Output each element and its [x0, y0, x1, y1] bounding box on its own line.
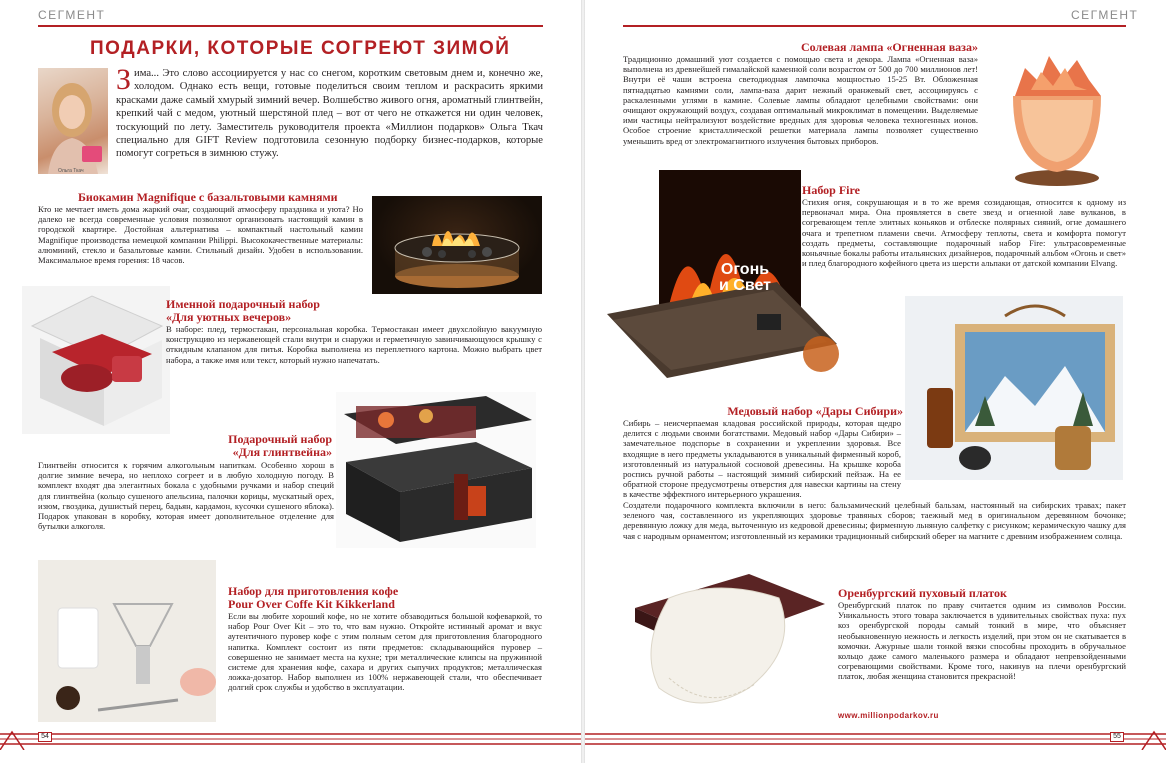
- header-rule-right: [623, 25, 1126, 27]
- named-set-title-2: «Для уютных вечеров»: [166, 310, 292, 324]
- shawl-illustration: [629, 568, 829, 720]
- coffee-text: Если вы любите хороший кофе, но не хотите обзаводиться большой кофеваркой, то набор Pour Over Kit – это то, что вам нужно. Откройте истинный аромат и вкус аутентичного пуровер кофе с этим полным сетом для приготовления благородного напитка. Комплект состоит из пяти предметов: складывающийся пуровер – совершенно не занимает места на кухне; три металлические клипсы на пружинной системе для хранения кофе, сахара и других сыпучих продуктов; металлическая ложка-дозатор. Набор выполнен из 100% нержавеющей стали, что обеспечивает долгий срок службы и удобство в эксплуатации.: [228, 611, 542, 693]
- salt-lamp-title: Солевая лампа «Огненная ваза»: [800, 40, 978, 54]
- coffee-title-1: Набор для приготовления кофе: [228, 584, 399, 598]
- gift-box-red-illustration: [22, 286, 170, 434]
- gluhwein-title-1: Подарочный набор: [228, 432, 332, 446]
- named-set-title-1: Именной подарочный набор: [166, 297, 320, 311]
- fire-book-title-2: и Свет: [719, 277, 771, 294]
- honey-set-title: Медовый набор «Дары Сибири»: [727, 404, 903, 418]
- biokamin-text: Кто не мечтает иметь дома жаркий очаг, создающий атмосферу праздника и уюта? Но далеко не всегда современные условия позволяют организовать настоящий камин в городской квартире. Достойная альтернатива – компактный настольный камин Magnifique производства немецкой компании Philippi. Высококачественные материалы: алюминий, стекло и базальтовые камни. Стильный дизайн. Удобен в использовании. Максимальное время горения: 18 часов.: [38, 204, 363, 266]
- coffee-kit-photo: [38, 560, 216, 722]
- salt-lamp-illustration: [991, 38, 1123, 190]
- portrait-illustration: [38, 68, 108, 174]
- pour-over-illustration: [38, 560, 216, 722]
- gluhwein-title-2: «Для глинтвейна»: [232, 445, 332, 459]
- named-set-photo: [22, 286, 170, 434]
- header-rule-left: [38, 25, 543, 27]
- fire-book-title-1: Огонь: [720, 261, 770, 278]
- fire-set-text: Стихия огня, сокрушающая и в то же время созидающая, относится к одному из первоначал мира. Она проявляется в свете звезд и огненной лаве вулканов, в согревающем тепле элитных коньяков и отблеске полярных сияний, огне домашнего очага и трепетном пламени свечи. Атмосферу теплоты, света и комфорта помогут создать предметы, составляющие подарочный набор Fire: ультрасовременные коньячные бокалы работы итальянских дизайнеров, подарочный альбом «Огонь и свет» и плед благородного кофейного цвета из шерсти альпаки от датской компании Elvang.: [802, 197, 1126, 269]
- coffee-title-2: Pour Over Coffe Kit Kikkerland: [228, 597, 395, 611]
- fire-book-cover-text: [695, 262, 795, 294]
- fireplace-illustration: [372, 196, 542, 294]
- honey-set-text: Сибирь – неисчерпаемая кладовая российской природы, которая щедро делится с людьми своими богатствами. Медовый набор «Дары Сибири» – замечательное подспорье в сохранении и укреплении здоровья. Все входящие в него предметы укладываются в уникальный фирменный короб, изготовленный из натуральной сосновой древесины. На крышке короба роспись ручной работы – настоящий зимний сибирский пейзаж. На ее обратной стороне предусмотрены отверстия для навески картины на стену в качестве эффектного интерьерного украшения.: [623, 418, 901, 500]
- portrait-caption: Ольга Ткач: [58, 168, 84, 174]
- section-label-right: СЕГМЕНТ: [1071, 8, 1139, 22]
- website-link[interactable]: www.millionpodarkov.ru: [838, 711, 939, 720]
- shawl-text: Оренбургский платок по праву считается одним из символов России. Уникальность этого товара заключается в удивительных свойствах пуха: пух коз оренбургской породы самый тонкий в мире, что объясняет необыкновенную нежность и легкость изделий, при этом он не скатывается в комочки. Ажурные шали тонкой вязки способны проходить в обручальное кольцо даже самого маленького размера и обладают непревзойденными согревающими свойствами. Кроме того, накинув на плечи оренбургский платок, любая женщина становится прекрасной!: [838, 600, 1126, 682]
- honey-set-photo: [905, 296, 1123, 480]
- page-number-left: 54: [38, 732, 52, 742]
- salt-lamp-text: Традиционно домашний уют создается с помощью света и декора. Лампа «Огненная ваза» выполнена из древнейшей гималайской каменной соли возрастом от 500 до 700 миллионов лет! Внутри её чаши встроена светодиодная лампочка мощностью 15-25 Вт. Обложенная пятнадцатью камнями соли, лампа-ваза дарит нежный оранжевый свет, ассоциируясь с раскаленными углями в камине. Солевые лампы обладают целебными свойствами: они очищают окружающий воздух, создавая оптимальный микроклимат в помещении. Выделяемые ими частицы нейтрализуют воздействие вредных для здоровья человека техногенных ионов. Особое строение кристаллической решетки материала лампы позволяет существенно уменьшить вред от электромагнитного излучения бытовых приборов.: [623, 54, 978, 146]
- intro-paragraph: [116, 63, 543, 161]
- right-page: [583, 0, 1166, 763]
- fire-set-title: Набор Fire: [802, 183, 860, 197]
- spread-spine: [581, 0, 585, 763]
- named-set-text: В наборе: плед, термостакан, персональная коробка. Термостакан имеет двухслойную вакуумную конструкцию из нержавеющей стали внутри и снаружи и герметичную завинчивающуюся крышку с откидным клапаном для питья. Коробка выполнена из переплетного картона. Можно выбрать цвет набора, а также имя или текст, который нужно напечатать.: [166, 324, 542, 365]
- footer-ornament-left: [0, 728, 583, 750]
- shawl-photo: [629, 568, 829, 720]
- biokamin-title: Биокамин Magnifique с базальтовыми камнями: [78, 190, 338, 204]
- page-title: ПОДАРКИ, КОТОРЫЕ СОГРЕЮТ ЗИМОЙ: [90, 38, 511, 59]
- footer-ornament-right: [583, 728, 1166, 750]
- biokamin-photo: [372, 196, 542, 294]
- shawl-title: Оренбургский пуховый платок: [838, 586, 1007, 600]
- author-portrait-photo: [38, 68, 108, 174]
- page-number-right: 55: [1110, 732, 1124, 742]
- dropcap: З: [116, 63, 132, 96]
- honey-box-illustration: [905, 296, 1123, 480]
- honey-set-text-2: Создатели подарочного комплекта включили в него: бальзамический целебный бальзам, настоянный на сибирских травах; пакет зеленого чая, составленного из укрепляющих здоровье травяных сборов; таежный мед в оригинальном деревянном бочонке; деревянную ложку для меда, выточенную из кедровой древесины; фирменную льняную салфетку с рисунком; керамическую чашку для чая с народным орнаментом; изготовленный из керамики традиционный сибирский оберег на магните с древним изображением солнца.: [623, 500, 1126, 541]
- gluhwein-text: Глинтвейн относится к горячим алкогольным напиткам. Особенно хорош в долгие зимние вечера, но неплохо согреет и в любую холодную погоду. В комплект входят два элегантных бокала с удобными ручками и набор специй для глинтвейна (кольцо сушеного апельсина, палочки корицы, мускатный орех, изюм, гвоздика, душистый перец, бадьян, кардамон, кусочки сушеного яблока). Подарок упакован в коробку, которая имеет дополнительное отделение для бутылки алкоголя.: [38, 460, 334, 532]
- gluhwein-set-photo: [336, 392, 536, 548]
- gluhwein-box-illustration: [336, 392, 536, 548]
- section-label-left: СЕГМЕНТ: [38, 8, 106, 22]
- intro-text: има... Это слово ассоциируется у нас со снегом, коротким световым днем и, конечно же, холодом. Однако есть вещи, готовые поделиться своим теплом и раскрасить яркими красками даже самый хмурый зимний вечер. Волшебство живого огня, ароматный глинтвейн, крепкий чай с медом, уютный шерстяной плед – вот от чего не откажется ни один человек, тоскующий по лету. Заместитель руководителя проекта «Миллион подарков» Ольга Ткач специально для GIFT Review подготовила сезонную подборку бизнес-подарков, которые помогут согреться в зимнюю стужу.: [116, 68, 543, 160]
- salt-lamp-photo: [991, 38, 1123, 190]
